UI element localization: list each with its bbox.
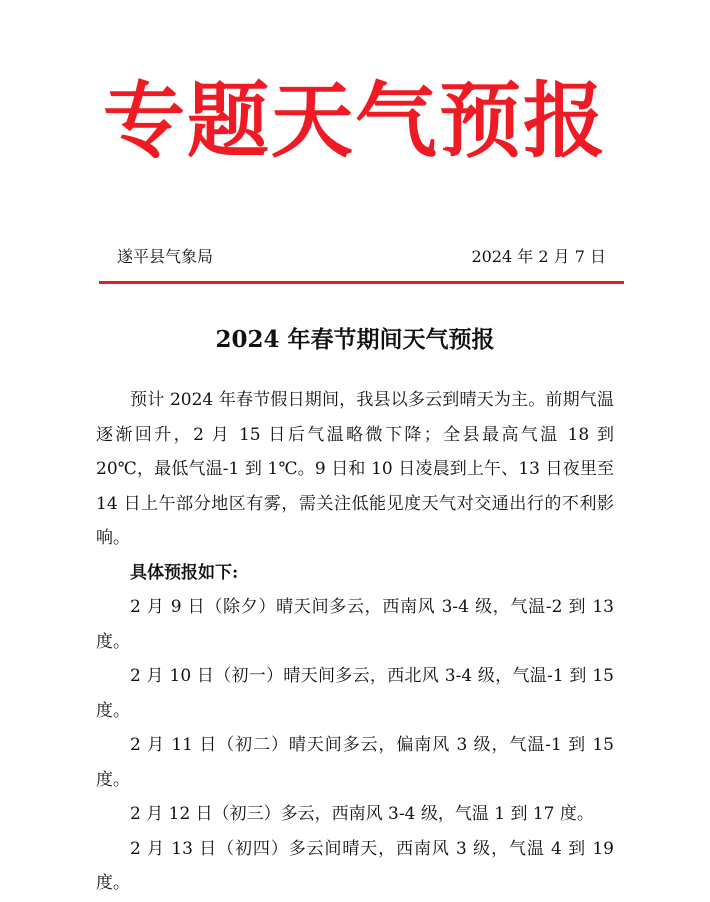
document-title: 2024 年春节期间天气预报 bbox=[215, 326, 495, 353]
summary-paragraph: 预计 2024 年春节假日期间，我县以多云到晴天为主。前期气温逐渐回升，2 月 15 日后气温略微下降；全县最高气温 18 到 20℃，最低气温-1 到 1℃。9 日和 10 日凌晨到上午、13 日夜里至 14 日上午部分地区有雾，需关注低能见度天气对交通出行的不利影响。 bbox=[96, 390, 614, 548]
daily-forecast-item: 2 月 10 日（初一）晴天间多云，西北风 3-4 级，气温-1 到 15 度。 bbox=[96, 666, 614, 721]
daily-forecast-item: 2 月 11 日（初二）晴天间多云，偏南风 3 级，气温-1 到 15 度。 bbox=[96, 735, 614, 790]
forecast-body bbox=[96, 383, 614, 901]
issue-date: 2024 年 2 月 7 日 bbox=[471, 247, 606, 266]
issuer-row bbox=[103, 244, 606, 270]
issuer-name: 遂平县气象局 bbox=[117, 247, 214, 266]
red-divider-rule bbox=[99, 281, 624, 284]
details-heading: 具体预报如下: bbox=[130, 562, 239, 583]
daily-forecast-item: 2 月 9 日（除夕）晴天间多云，西南风 3-4 级，气温-2 到 13 度。 bbox=[96, 597, 614, 652]
masthead-title: 专题天气预报 bbox=[102, 74, 607, 169]
daily-forecast-item: 2 月 13 日（初四）多云间晴天，西南风 3 级，气温 4 到 19 度。 bbox=[96, 838, 614, 893]
daily-forecast-item: 2 月 12 日（初三）多云，西南风 3-4 级，气温 1 到 17 度。 bbox=[130, 804, 594, 824]
